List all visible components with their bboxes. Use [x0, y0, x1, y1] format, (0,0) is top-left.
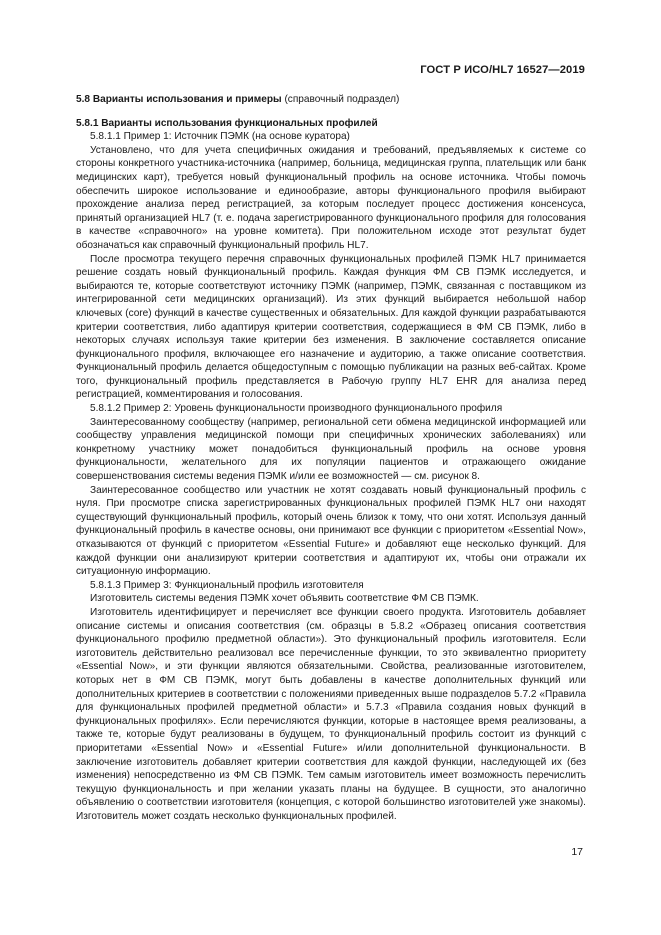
page-number: 17 — [571, 846, 583, 858]
paragraph: Заинтересованное сообщество или участник не хотят создавать новый функциональный профиль с нуля. При просмотре списка зарегистрированных функциональных профилей ПЭМК HL7 они находят существующий функциональный профиль, который очень близок к тому, что они хотят. Используя данный функциональный профиль в качестве основы, они принимают все функции с приоритетом «Essential Now», отказываются от функций с приоритетом «Essential Future» и добавляют еще несколько функций. Для каждой функции они анализируют критерии соответствия и адаптируют их, чтобы они отражали их ситуационную информацию. — [76, 484, 586, 578]
subsection-title: Варианты использования функциональных профилей — [101, 117, 378, 129]
section-number: 5.8 — [76, 94, 91, 105]
example-heading: 5.8.1.3 Пример 3: Функциональный профиль изготовителя — [90, 579, 364, 591]
paragraph: Заинтересованному сообществу (например, региональной сети обмена медицинской информацией или сообществу управления медицинской помощи при специфичных хронических заболеваниях) или конкретному участнику может понадобиться функциональный профиль на основе уровня функциональности, желательного для их популяции пациентов и отражающего ожидание совершенствования системы ведения ПЭМК и/или ее возможностей — см. рисунок 8. — [76, 416, 586, 483]
document-header: ГОСТ Р ИСО/HL7 16527—2019 — [420, 64, 585, 76]
section-title: Варианты использования и примеры — [92, 94, 282, 105]
section-note: (справочный подраздел) — [284, 94, 400, 105]
example-heading: 5.8.1.2 Пример 2: Уровень функциональности производного функционального профиля — [90, 403, 503, 415]
page-content — [76, 93, 586, 823]
subsection-heading — [76, 117, 586, 131]
section-heading — [76, 93, 586, 107]
subsection-number: 5.8.1 — [76, 117, 99, 129]
paragraph: Установлено, что для учета специфичных ожидания и требований, предъявляемых к системе со стороны конкретного участника-источника (например, больница, медицинская группа, плательщик или банк медицинских карт), требуется новый функциональный профиль на основе источника. Чтобы помочь обеспечить широкое использование и единообразие, авторы функционального профиля выбирают прохождение анализа перед регистрацией, за которым последует процесс достижения консенсуса, принятый организацией HL7 (т. е. подача зарегистрированного функционального профиля для голосования в качестве «справочного» на уровне комитета). При положительном исходе этот результат будет обозначаться как справочный функциональный профиль HL7. — [76, 144, 586, 251]
paragraph: После просмотра текущего перечня справочных функциональных профилей ПЭМК HL7 принимается решение создать новый функциональный профиль. Каждая функция ФМ СВ ПЭМК исследуется, и выбираются те, которые соответствуют источнику ПЭМК (например, ПЭМК, связанная с поставщиком из интегрированной сети медицинских организаций). Из этих функций выбирается небольшой набор ключевых (core) функций в качестве существенных и обязательных. Для каждой функции разрабатываются критерии соответствия, либо адаптируя критерии соответствия, содержащиеся в ФМ СВ ПЭМК, либо в некоторых случаях используя такие критерии без изменения. В заключение составляется описание функционального профиля, включающее его назначение и аудиторию, а также описание соответствия. Функциональный профиль делается общедоступным с помощью публикации на разных веб-сайтах. Кроме того, функциональный профиль представляется в Рабочую группу HL7 EHR для анализа перед регистрацией, комментирования и голосования. — [76, 253, 586, 401]
paragraph: Изготовитель системы ведения ПЭМК хочет объявить соответствие ФМ СВ ПЭМК. — [90, 593, 479, 605]
paragraph: Изготовитель идентифицирует и перечисляет все функции своего продукта. Изготовитель добавляет описание системы и описания соответствия (см. образцы в 5.8.2 «Образец описания соответствия функционального профилю предметной области»). Это функциональный профиль изготовителя. Если изготовитель действительно реализовал все перечисленные функции, то это эквивалентно приоритету «Essential Now», и эти функции являются обязательными. Свойства, реализованные изготовителем, которых нет в ФМ СВ ПЭМК, могут быть добавлены в качестве дополнительных функций или дополнительных критериев в соответствии с положениями приведенных выше подразделов 5.7.2 «Правила для функциональных профилей предметной области» и 5.7.3 «Правила создания новых функций в функциональных профилях». Если перечисляются функции, которые в настоящее время реализованы, а также те, которые будут реализованы в будущем, то функциональный профиль состоит из функций с приоритетами «Essential Now» и «Essential Future» и/или дополнительной функциональности. В заключение изготовитель добавляет критерии соответствия для каждой функции, наследующей их (без изменения) непосредственно из ФМ СВ ПЭМК. Тем самым изготовитель имеет возможность перечислить текущую функциональность и при желании указать планы на будущее. В сущности, это аналогично объявлению о соответствии изготовителя (концепция, с которой большинство изготовителей уже знакомы). Изготовитель может создать несколько функциональных профилей. — [76, 606, 586, 822]
example-heading: 5.8.1.1 Пример 1: Источник ПЭМК (на основе куратора) — [90, 131, 350, 143]
